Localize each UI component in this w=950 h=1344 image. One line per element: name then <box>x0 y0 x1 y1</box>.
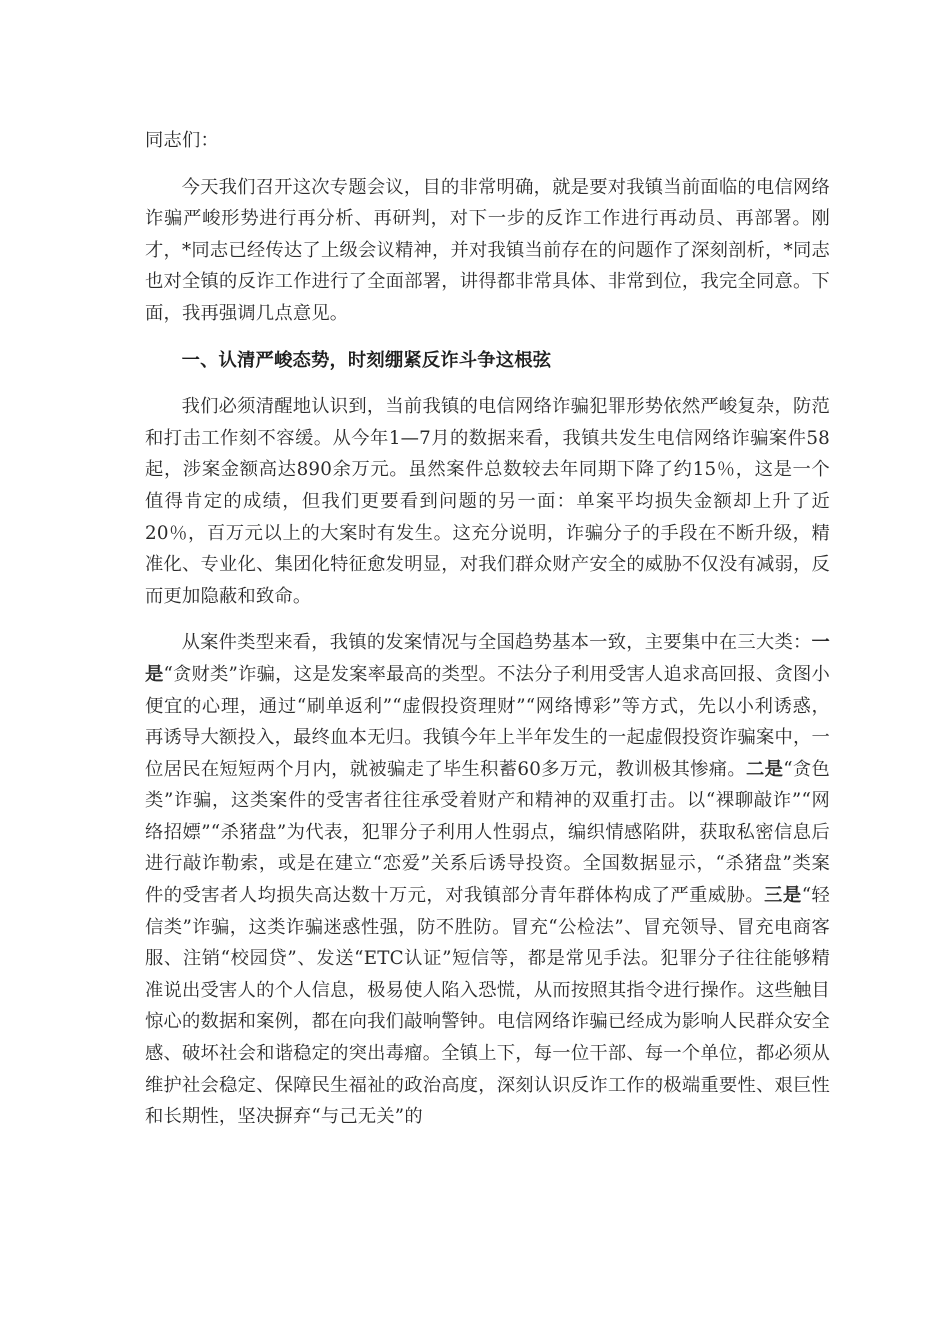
section-paragraph-2 <box>145 627 830 1133</box>
section-paragraph-1: 我们必须清醒地认识到，当前我镇的电信网络诈骗犯罪形势依然严峻复杂，防范和打击工作刻不容缓。从今年1—7月的数据来看，我镇共发生电信网络诈骗案件58起，涉案金额高达890余万元。虽然案件总数较去年同期下降了约15％，这是一个值得肯定的成绩，但我们更要看到问题的另一面：单案平均损失金额却上升了近20％，百万元以上的大案时有发生。这充分说明，诈骗分子的手段在不断升级，精准化、专业化、集团化特征愈发明显，对我们群众财产安全的威胁不仅没有减弱，反而更加隐蔽和致命。 <box>145 396 830 607</box>
paragraph-text: “轻信类”诈骗，这类诈骗迷惑性强，防不胜防。冒充“公检法”、冒充领导、冒充电商客服、注销“校园贷”、发送“ETC认证”短信等，都是常见手法。犯罪分子往往能够精准说出受害人的个人信息，极易使人陷入恐慌，从而按照其指令进行操作。这些触目惊心的数据和案例，都在向我们敲响警钟。电信网络诈骗已经成为影响人民群众安全感、破坏社会和谐稳定的突出毒瘤。全镇上下，每一位干部、每一个单位，都必须从维护社会稳定、保障民生福祉的政治高度，深刻认识反诈工作的极端重要性、艰巨性和长期性，坚决摒弃“与己无关”的 <box>145 885 830 1128</box>
paragraph-text: “贪财类”诈骗，这是发案率最高的类型。不法分子利用受害人追求高回报、贪图小便宜的心理，通过“刷单返利”“虚假投资理财”“网络博彩”等方式，先以小利诱惑，再诱导大额投入，最终血本无归。我镇今年上半年发生的一起虚假投资诈骗案中，一位居民在短短两个月内，就被骗走了毕生积蓄60多万元，教训极其惨痛。 <box>145 663 830 780</box>
salutation: 同志们： <box>145 130 219 151</box>
bold-marker-three: 三是 <box>764 885 802 907</box>
paragraph-text: “贪色类”诈骗，这类案件的受害者往往承受着财产和精神的双重打击。以“裸聊敲诈”“网络招嫖”“杀猪盘”为代表，犯罪分子利用人性弱点，编织情感陷阱，获取私密信息后进行敲诈勒索，或是在建立“恋爱”关系后诱导投资。全国数据显示，“杀猪盘”类案件的受害者人均损失高达数十万元，对我镇部分青年群体构成了严重威胁。 <box>145 758 831 907</box>
document-body <box>145 125 830 1148</box>
section-heading: 一、认清严峻态势，时刻绷紧反诈斗争这根弦 <box>181 349 552 371</box>
intro-paragraph: 今天我们召开这次专题会议，目的非常明确，就是要对我镇当前面临的电信网络诈骗严峻形势进行再分析、再研判，对下一步的反诈工作进行再动员、再部署。刚才，*同志已经传达了上级会议精神，并对我镇当前存在的问题作了深刻剖析，*同志也对全镇的反诈工作进行了全面部署，讲得都非常具体、非常到位，我完全同意。下面，我再强调几点意见。 <box>145 176 830 324</box>
paragraph-text: 从案件类型来看，我镇的发案情况与全国趋势基本一致，主要集中在三大类： <box>181 632 812 654</box>
bold-marker-one: 一是 <box>145 632 830 685</box>
bold-marker-two: 二是 <box>745 758 784 780</box>
